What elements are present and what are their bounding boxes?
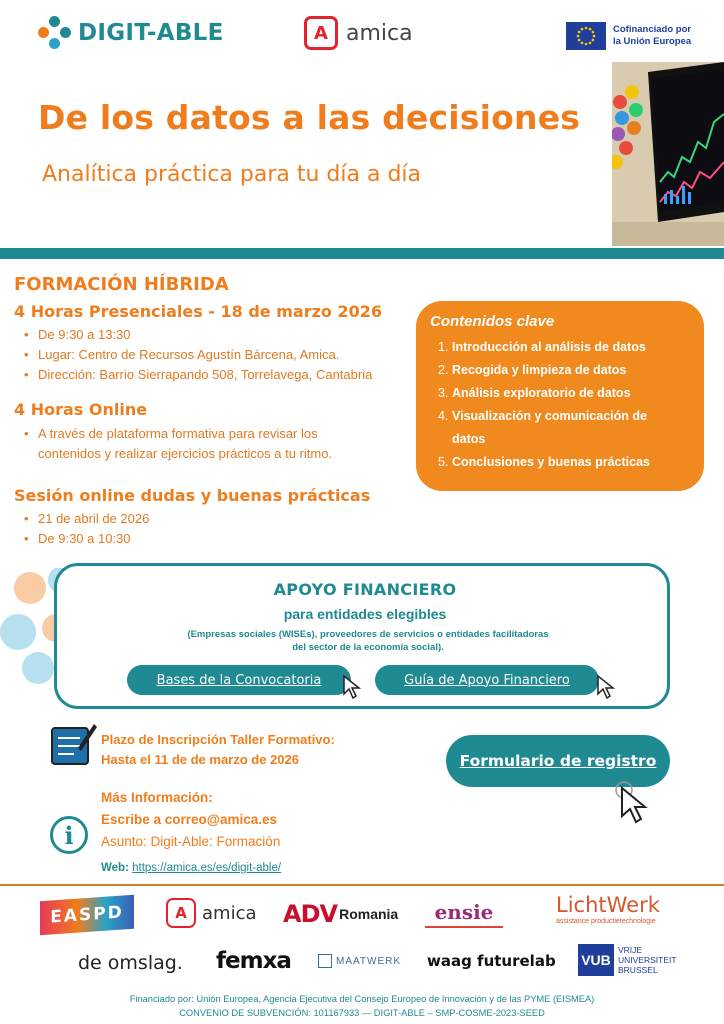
email-subject: Asunto: Digit-Able: Formación bbox=[101, 834, 281, 849]
guia-apoyo-financiero-button[interactable]: Guía de Apoyo Financiero bbox=[375, 665, 599, 695]
digit-able-mark-icon bbox=[38, 16, 72, 50]
ensie-logo: ensie bbox=[425, 898, 503, 928]
amica-partner-logo: A amica bbox=[166, 898, 257, 928]
easpd-logo: EASPD bbox=[40, 895, 134, 936]
more-info-title: Más Información: bbox=[101, 790, 213, 805]
hybrid-training-heading: FORMACIÓN HÍBRIDA bbox=[14, 274, 229, 295]
info-icon: i bbox=[50, 816, 88, 854]
online-details-list bbox=[14, 424, 332, 464]
waag-futurelab-logo: waag futurelab bbox=[427, 952, 556, 970]
list-item: • 21 de abril de 2026 bbox=[14, 509, 149, 529]
list-item: 2. Recogida y limpieza de datos bbox=[438, 363, 627, 377]
financial-support-title: APOYO FINANCIERO bbox=[273, 580, 457, 599]
financial-support-box bbox=[54, 563, 670, 709]
amica-wordmark: amica bbox=[346, 20, 413, 46]
online-heading: 4 Horas Online bbox=[14, 400, 148, 419]
eu-flag-icon bbox=[566, 22, 606, 50]
presencial-details-list bbox=[14, 325, 372, 385]
header-divider-band bbox=[0, 248, 724, 259]
presencial-heading: 4 Horas Presenciales - 18 de marzo 2026 bbox=[14, 302, 382, 321]
key-contents-heading: Contenidos clave bbox=[430, 313, 555, 330]
maatwerk-mark-icon bbox=[318, 954, 332, 968]
key-contents-box bbox=[416, 301, 704, 491]
registration-deadline: Plazo de Inscripción Taller Formativo: Hasta el 11 de de marzo de 2026 bbox=[101, 732, 335, 767]
bases-convocatoria-button[interactable]: Bases de la Convocatoria bbox=[127, 665, 351, 695]
registration-form-button[interactable]: Formulario de registro bbox=[446, 735, 670, 787]
list-item: contenidos y realizar ejercicios prácticos a tu ritmo. bbox=[38, 446, 333, 461]
eu-cofunding-logo bbox=[566, 22, 691, 50]
website-line: Web: https://amica.es/es/digit-able/ bbox=[101, 862, 282, 874]
form-edit-icon bbox=[50, 718, 98, 768]
lichtwerk-logo: LichtWerk assistance productietechnologie bbox=[556, 893, 660, 925]
pointer-cursor-icon bbox=[612, 780, 652, 826]
femxa-logo: femxa bbox=[216, 948, 291, 974]
list-item: datos bbox=[452, 432, 486, 446]
hero-photo-tablet-chart bbox=[612, 62, 724, 246]
session-heading: Sesión online dudas y buenas prácticas bbox=[14, 486, 371, 505]
digit-able-logo bbox=[38, 16, 224, 50]
list-item: 4. Visualización y comunicación de bbox=[438, 409, 647, 423]
list-item: • Lugar: Centro de Recursos Agustín Bárcena, Amica. bbox=[14, 345, 372, 365]
key-contents-list bbox=[430, 336, 690, 474]
page-subtitle: Analítica práctica para tu día a día bbox=[42, 162, 422, 187]
session-details-list bbox=[14, 509, 149, 549]
financial-support-note: (Empresas sociales (WISEs), proveedores de servicios o entidades facilitadoras del sector de la economía social). bbox=[187, 629, 549, 653]
list-item: • De 9:30 a 10:30 bbox=[14, 529, 149, 549]
eu-cofunding-text: Cofinanciado por la Unión Europea bbox=[613, 24, 692, 47]
footer-divider bbox=[0, 884, 724, 886]
list-item: • De 9:30 a 13:30 bbox=[14, 325, 372, 345]
vub-logo: VUB VRIJE UNIVERSITEIT BRUSSEL bbox=[578, 944, 677, 976]
contact-email[interactable]: Escribe a correo@amica.es bbox=[101, 812, 278, 827]
funding-statement: Financiado por: Unión Europea, Agencia Ejecutiva del Consejo Europeo de Innovación y de las PYME (EISMEA) CONVENIO DE SUBVENCIÓN: 101167933 — DIGIT-ABLE – SMP-COSME-2023-SEED bbox=[129, 994, 595, 1018]
list-item: • Dirección: Barrio Sierrapando 508, Torrelavega, Cantabria bbox=[14, 365, 372, 385]
digit-able-wordmark: DIGIT-ABLE bbox=[78, 20, 224, 46]
list-item: • A través de plataforma formativa para revisar los bbox=[14, 424, 332, 444]
list-item: 3. Análisis exploratorio de datos bbox=[438, 386, 631, 400]
financial-support-subtitle: para entidades elegibles bbox=[283, 606, 447, 622]
adv-romania-logo: ADV Romania bbox=[283, 900, 399, 928]
pointer-cursor-icon bbox=[595, 674, 617, 700]
maatwerk-logo: MAATWERK bbox=[318, 954, 401, 968]
amica-logo bbox=[304, 16, 413, 50]
website-link[interactable]: https://amica.es/es/digit-able/ bbox=[132, 862, 282, 874]
pointer-cursor-icon bbox=[341, 674, 363, 700]
list-item: 1. Introducción al análisis de datos bbox=[438, 340, 646, 354]
de-omslag-logo: de omslag. bbox=[78, 952, 183, 974]
page-title: De los datos a las decisiones bbox=[38, 98, 581, 137]
list-item: 5. Conclusiones y buenas prácticas bbox=[438, 455, 650, 469]
amica-mark-icon: A bbox=[166, 898, 196, 928]
amica-mark-icon: A bbox=[304, 16, 338, 50]
